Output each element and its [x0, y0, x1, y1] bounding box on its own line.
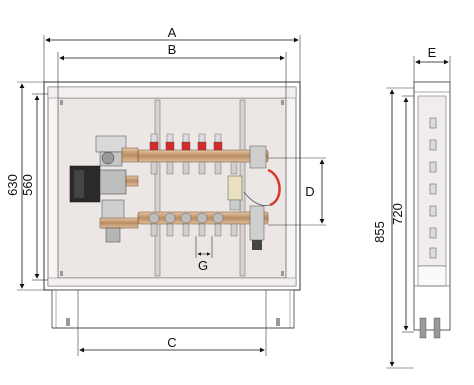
label-A: A: [167, 25, 177, 40]
label-855: 855: [372, 221, 387, 243]
label-630: 630: [5, 174, 20, 196]
label-720: 720: [390, 203, 405, 225]
label-G: G: [197, 258, 209, 273]
label-E: E: [427, 45, 437, 60]
front-base: [52, 290, 294, 328]
label-D: D: [305, 184, 315, 199]
label-560: 560: [20, 174, 35, 196]
dimension-855: [372, 88, 414, 368]
label-C: C: [167, 335, 177, 350]
dimension-720: [390, 96, 414, 332]
label-B: B: [167, 42, 177, 57]
side-view-cabinet: [414, 82, 450, 338]
dimension-E: [414, 45, 450, 82]
